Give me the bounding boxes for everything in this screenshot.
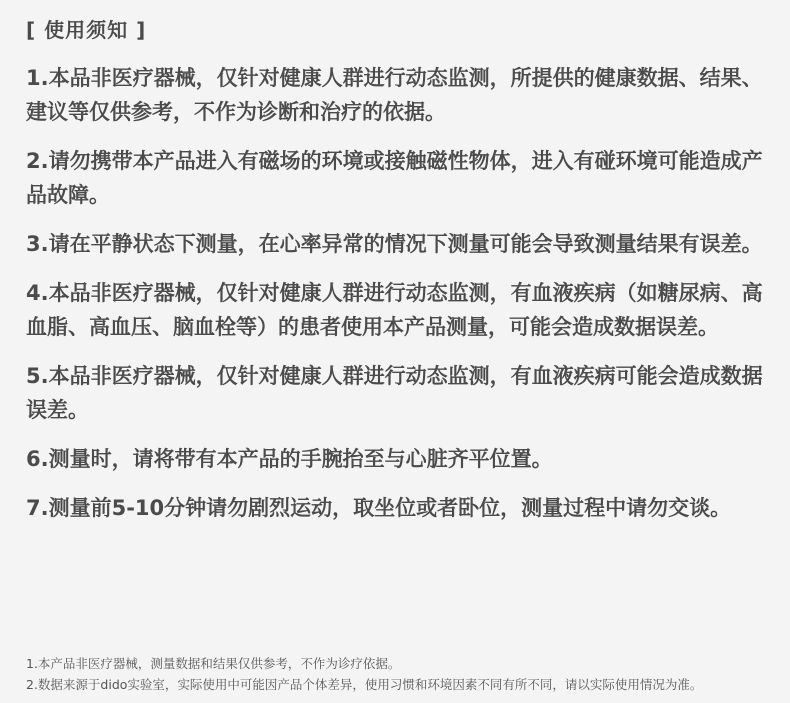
notice-item-1: 1.本品非医疗器械，仅针对健康人群进行动态监测，所提供的健康数据、结果、建议等仅供参考，不作为诊断和治疗的依据。 bbox=[26, 66, 763, 124]
notice-item-3: 3.请在平静状态下测量，在心率异常的情况下测量可能会导致测量结果有误差。 bbox=[26, 232, 763, 256]
notice-item-4: 4.本品非医疗器械，仅针对健康人群进行动态监测，有血液疾病（如糖尿病、高血脂、高血压、脑血栓等）的患者使用本产品测量，可能会造成数据误差。 bbox=[26, 281, 763, 339]
notice-title: [ 使用须知 ] bbox=[26, 18, 147, 42]
footnote-2: 2.数据来源于dido实验室，实际使用中可能因产品个体差异，使用习惯和环境因素不同有所不同，请以实际使用情况为准。 bbox=[26, 677, 703, 692]
notice-item-5: 5.本品非医疗器械，仅针对健康人群进行动态监测，有血液疾病可能会造成数据误差。 bbox=[26, 364, 763, 422]
notice-item-6: 6.测量时，请将带有本产品的手腕抬至与心脏齐平位置。 bbox=[26, 447, 553, 471]
footnotes bbox=[26, 653, 778, 695]
notice-item-2: 2.请勿携带本产品进入有磁场的环境或接触磁性物体，进入有碰环境可能造成产品故障。 bbox=[26, 149, 763, 207]
notice-list bbox=[26, 61, 764, 525]
notice-item-7: 7.测量前5-10分钟请勿剧烈运动，取坐位或者卧位，测量过程中请勿交谈。 bbox=[26, 496, 732, 520]
footnote-1: 1.本产品非医疗器械，测量数据和结果仅供参考，不作为诊疗依据。 bbox=[26, 656, 401, 671]
